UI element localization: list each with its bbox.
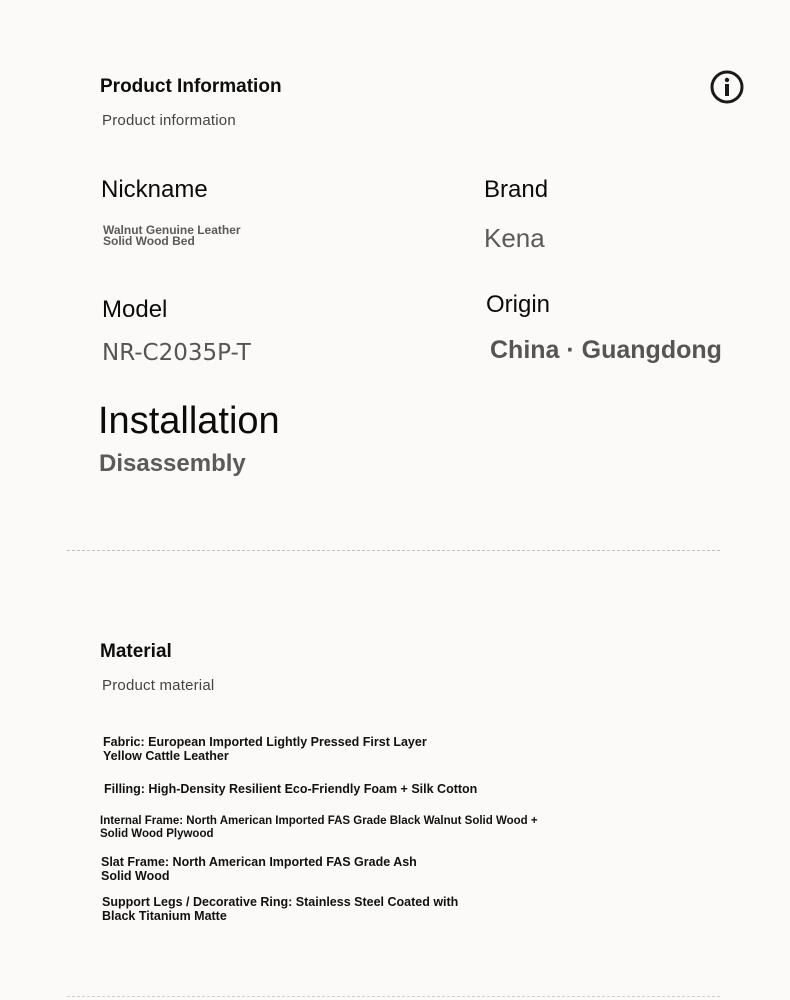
material-item-line1: Internal Frame: North American Imported FAS Grade Black Walnut Solid Wood +: [100, 815, 538, 827]
material-title: Material: [100, 641, 172, 662]
model-label: Model: [102, 296, 168, 323]
model-value: NR-C2035P-T: [102, 340, 251, 366]
info-icon[interactable]: [710, 70, 744, 104]
material-item-line1: Filling: High-Density Resilient Eco-Friendly Foam + Silk Cotton: [104, 782, 478, 796]
material-item-support-legs: [102, 895, 522, 923]
section-divider: [67, 550, 720, 551]
nickname-value-line1: Walnut Genuine Leather: [103, 223, 241, 237]
origin-value: China · Guangdong: [490, 336, 722, 364]
material-item-line2: Yellow Cattle Leather: [103, 749, 229, 763]
nickname-label: Nickname: [101, 176, 208, 203]
material-item-internal-frame: [100, 815, 660, 841]
nickname-value: [103, 225, 241, 247]
material-item-filling: [104, 782, 604, 796]
material-item-line1: Support Legs / Decorative Ring: Stainless Steel Coated with: [102, 895, 459, 909]
nickname-value-line2: Solid Wood Bed: [103, 234, 195, 248]
material-item-line1: Slat Frame: North American Imported FAS Grade Ash: [101, 855, 417, 869]
installation-value: Disassembly: [99, 450, 246, 477]
material-item-line2: Solid Wood: [101, 869, 170, 883]
material-item-slat-frame: [101, 855, 521, 883]
material-item-line1: Fabric: European Imported Lightly Pressed First Layer: [103, 735, 427, 749]
brand-value: Kena: [484, 223, 545, 253]
brand-label: Brand: [484, 176, 549, 203]
material-item-line2: Solid Wood Plywood: [100, 828, 214, 840]
bottom-divider: [67, 996, 720, 997]
product-info-subtitle: Product information: [102, 112, 236, 129]
material-item-line2: Black Titanium Matte: [102, 909, 227, 923]
installation-label: Installation: [98, 400, 280, 442]
material-item-fabric: [103, 735, 523, 763]
material-subtitle: Product material: [102, 677, 215, 694]
product-info-title: Product Information: [100, 76, 282, 97]
origin-label: Origin: [486, 291, 551, 318]
